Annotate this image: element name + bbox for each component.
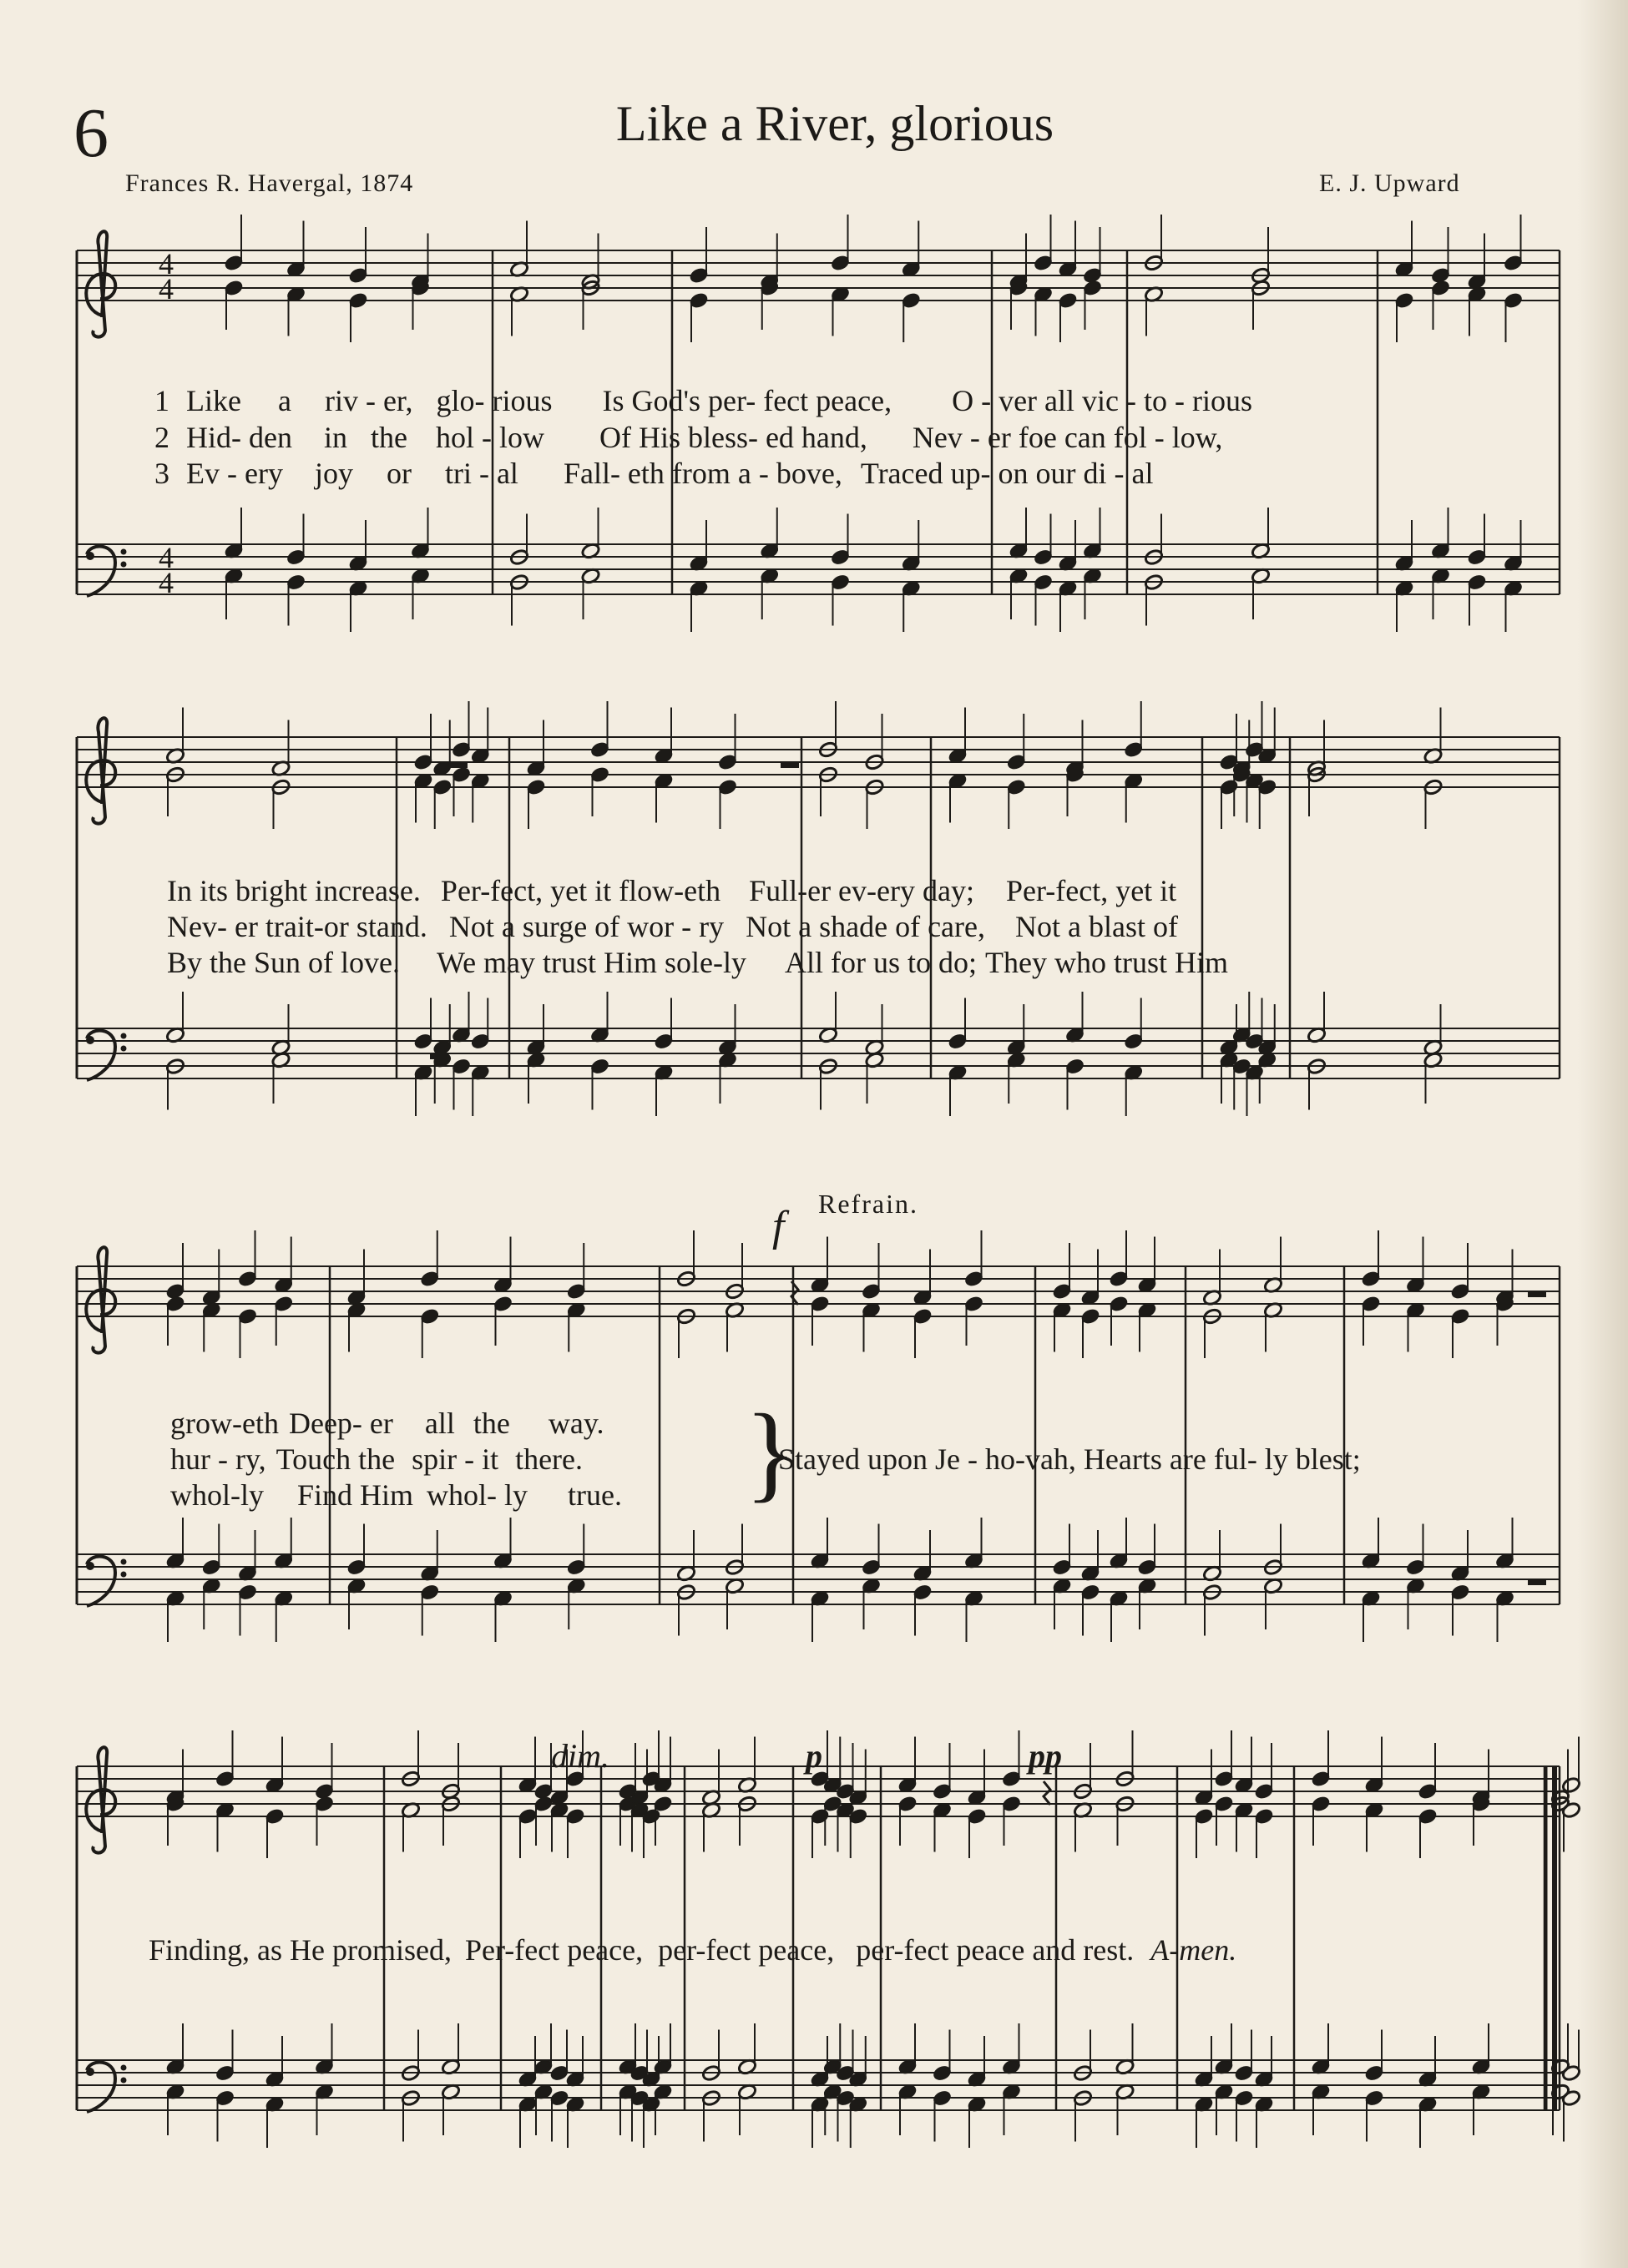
refrain-label: Refrain. <box>818 1189 918 1219</box>
treble-clef <box>86 1747 115 1852</box>
bass-clef-dot <box>121 1572 127 1578</box>
half-rest <box>781 762 799 768</box>
time-signature-bottom: 4 <box>159 272 174 306</box>
composer-credit: E. J. Upward <box>1319 169 1460 197</box>
verse-2-line-2: Nev- er trait-or stand. Not a surge of wor - ry Not a shade of care, Not a blast of <box>167 910 1178 943</box>
half-rest <box>449 762 468 768</box>
time-signature-top: 4 <box>159 247 174 280</box>
forte-marking: f <box>772 1203 785 1250</box>
treble-clef <box>86 231 115 336</box>
refrain-line-final: Finding, as He promised, Per-fect peace, per-fect peace, per-fect peace and rest. A-men. <box>149 1933 1237 1967</box>
time-signature-bottom: 4 <box>159 566 174 599</box>
half-rest <box>430 1053 448 1059</box>
verse-2-line-1: 2 Hid- den in the hol - low Of His bless- ed hand, Nev - er foe can fol - low, <box>154 421 1223 454</box>
time-signature-top: 4 <box>159 541 174 574</box>
refrain-lyric: Stayed upon Je - ho-vah, Hearts are ful- ly blest; <box>778 1442 1361 1476</box>
piano-marking: p <box>806 1737 822 1775</box>
bass-clef-dot <box>86 552 94 560</box>
verse-2-line-3: hur - ry, Touch the spir - it there. <box>170 1442 584 1476</box>
bass-clef-dot <box>86 1036 94 1044</box>
dim-marking: dim. <box>551 1737 609 1775</box>
verse-1-line-1: 1 Like a riv - er, glo- rious Is God's per- fect peace, O - ver all vic - to - rious <box>154 384 1252 417</box>
verse-1-line-2: In its bright increase. Per-fect, yet it flow-eth Full-er ev-ery day; Per-fect, yet it <box>167 874 1177 907</box>
verse-brace: } <box>745 1392 797 1513</box>
bass-clef-dot <box>121 2078 127 2084</box>
bass-clef-dot <box>121 1033 127 1039</box>
bass-clef-dot <box>86 1562 94 1570</box>
bass-clef-dot <box>86 2068 94 2076</box>
hymn-number: 6 <box>73 94 109 172</box>
verse-3-line-1: 3 Ev - ery joy or tri - al Fall- eth from a - bove, Traced up- on our di - al <box>154 457 1154 490</box>
treble-clef <box>86 718 115 823</box>
verse-1-line-3: grow-eth Deep- er all the way. <box>170 1407 604 1440</box>
bass-clef-dot <box>121 1559 127 1565</box>
half-rest <box>1528 1291 1546 1297</box>
author-credit: Frances R. Havergal, 1874 <box>125 169 414 197</box>
half-rest <box>1528 1579 1546 1585</box>
bass-clef-dot <box>121 2065 127 2071</box>
pianissimo-marking: pp <box>1029 1737 1062 1775</box>
bass-clef-dot <box>121 562 127 568</box>
bass-clef-dot <box>121 1046 127 1052</box>
hymn-title: Like a River, glorious <box>615 96 1054 151</box>
treble-clef <box>86 1247 115 1352</box>
verse-3-line-2: By the Sun of love. We may trust Him sole-ly All for us to do; They who trust Him <box>167 946 1229 979</box>
quarter-rest <box>1044 1781 1050 1805</box>
verse-3-line-3: whol-ly Find Him whol- ly true. <box>170 1478 622 1512</box>
bass-clef-dot <box>121 549 127 555</box>
